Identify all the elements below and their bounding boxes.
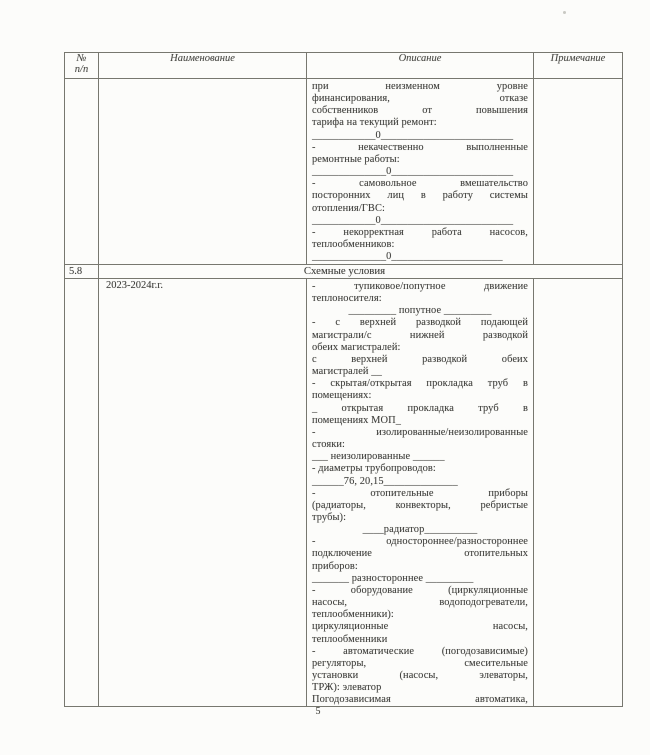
description-line: - диаметры трубопроводов: <box>312 463 436 475</box>
description-line: теплоносителя: <box>312 293 382 305</box>
description-line: теплообменников: <box>312 239 395 251</box>
description-line: теплообменники <box>312 633 388 645</box>
description-line: насосы, водоподогреватели, <box>312 597 528 609</box>
header-note: Примечание <box>534 53 623 79</box>
description-line: ______________0_____________________ <box>312 251 503 263</box>
description-line: _______ разностороннее _________ <box>312 572 474 584</box>
description-line: Погодозависимая автоматика, <box>312 694 528 706</box>
cell-description <box>307 79 534 265</box>
description-line: трубы): <box>312 511 347 523</box>
description-line: - самовольное вмешательство <box>312 178 528 190</box>
description-line: с верхней разводкой обеих <box>312 353 528 365</box>
description-line: - одностороннее/разностороннее <box>312 536 528 548</box>
header-num <box>65 53 99 79</box>
description-line: ____________0_________________________ <box>312 214 514 226</box>
description-line: ______76, 20,15______________ <box>312 475 458 487</box>
description-line: магистрали/с нижней разводкой <box>312 329 528 341</box>
cell-description <box>307 279 534 707</box>
description-line: подключение отопительных <box>312 548 528 560</box>
header-description: Описание <box>307 53 534 79</box>
description-line: при неизменном уровне <box>312 81 528 92</box>
cell-name <box>99 79 307 265</box>
description-line: посторонних лиц в работу системы <box>312 190 528 202</box>
table-row-scheme <box>65 279 623 707</box>
description-line: - отопительные приборы <box>312 487 528 499</box>
description-line: циркуляционные насосы, <box>312 621 528 633</box>
description-line: помещениях МОП_ <box>312 414 401 426</box>
description-line: ТРЖ): элеватор <box>312 682 382 694</box>
section-number: 5.8 <box>65 265 99 279</box>
header-num-line2: п/п <box>74 64 89 75</box>
scan-speck <box>563 11 566 14</box>
description-line: _ открытая прокладка труб в <box>312 402 528 414</box>
description-line: тарифа на текущий ремонт: <box>312 117 437 129</box>
description-line: ___ неизолированные ______ <box>312 451 445 463</box>
description-line: - некорректная работа насосов, <box>312 226 528 238</box>
table-row-section <box>65 265 623 279</box>
description-line: ____________0_________________________ <box>312 129 514 141</box>
description-line: приборов: <box>312 560 358 572</box>
description-line: - некачественно выполненные <box>312 141 528 153</box>
header-name: Наименование <box>99 53 307 79</box>
description-line: - с верхней разводкой подающей <box>312 317 528 329</box>
cell-num <box>65 79 99 265</box>
header-num-line1: № <box>76 53 87 64</box>
description-line: обеих магистралей: <box>312 341 401 353</box>
description-line: отопления/ГВС: <box>312 202 385 214</box>
data-table <box>64 52 623 707</box>
description-line: ____радиатор__________ <box>362 524 478 536</box>
cell-name: 2023-2024г.г. <box>99 279 307 707</box>
cell-num <box>65 279 99 707</box>
description-line: - автоматические (погодозависимые) <box>312 645 528 657</box>
table-row-financing-tail <box>65 79 623 265</box>
description-line: собственников от повышения <box>312 105 528 117</box>
cell-note <box>534 79 623 265</box>
description-line: - тупиковое/попутное движение <box>312 281 528 292</box>
description-line: _________ попутное _________ <box>348 305 492 317</box>
description-line: теплообменники): <box>312 609 394 621</box>
description-line: установки (насосы, элеваторы, <box>312 670 528 681</box>
description-line: магистралей __ <box>312 366 382 378</box>
description-line: - изолированные/неизолированные <box>312 426 528 438</box>
description-line: - оборудование (циркуляционные <box>312 584 528 596</box>
table-header-row <box>65 53 623 79</box>
description-line: - скрытая/открытая прокладка труб в <box>312 378 528 390</box>
description-line: (радиаторы, конвекторы, ребристые <box>312 499 528 511</box>
section-title: Схемные условия <box>99 265 623 279</box>
description-line: финансирования, отказе <box>312 93 528 105</box>
cell-note <box>534 279 623 707</box>
description-line: ______________0_______________________ <box>312 166 514 178</box>
page-number: 5 <box>315 706 321 717</box>
description-line: стояки: <box>312 439 345 451</box>
description-line: ремонтные работы: <box>312 153 400 165</box>
description-line: регуляторы, смесительные <box>312 657 528 669</box>
description-line: помещениях: <box>312 390 372 402</box>
